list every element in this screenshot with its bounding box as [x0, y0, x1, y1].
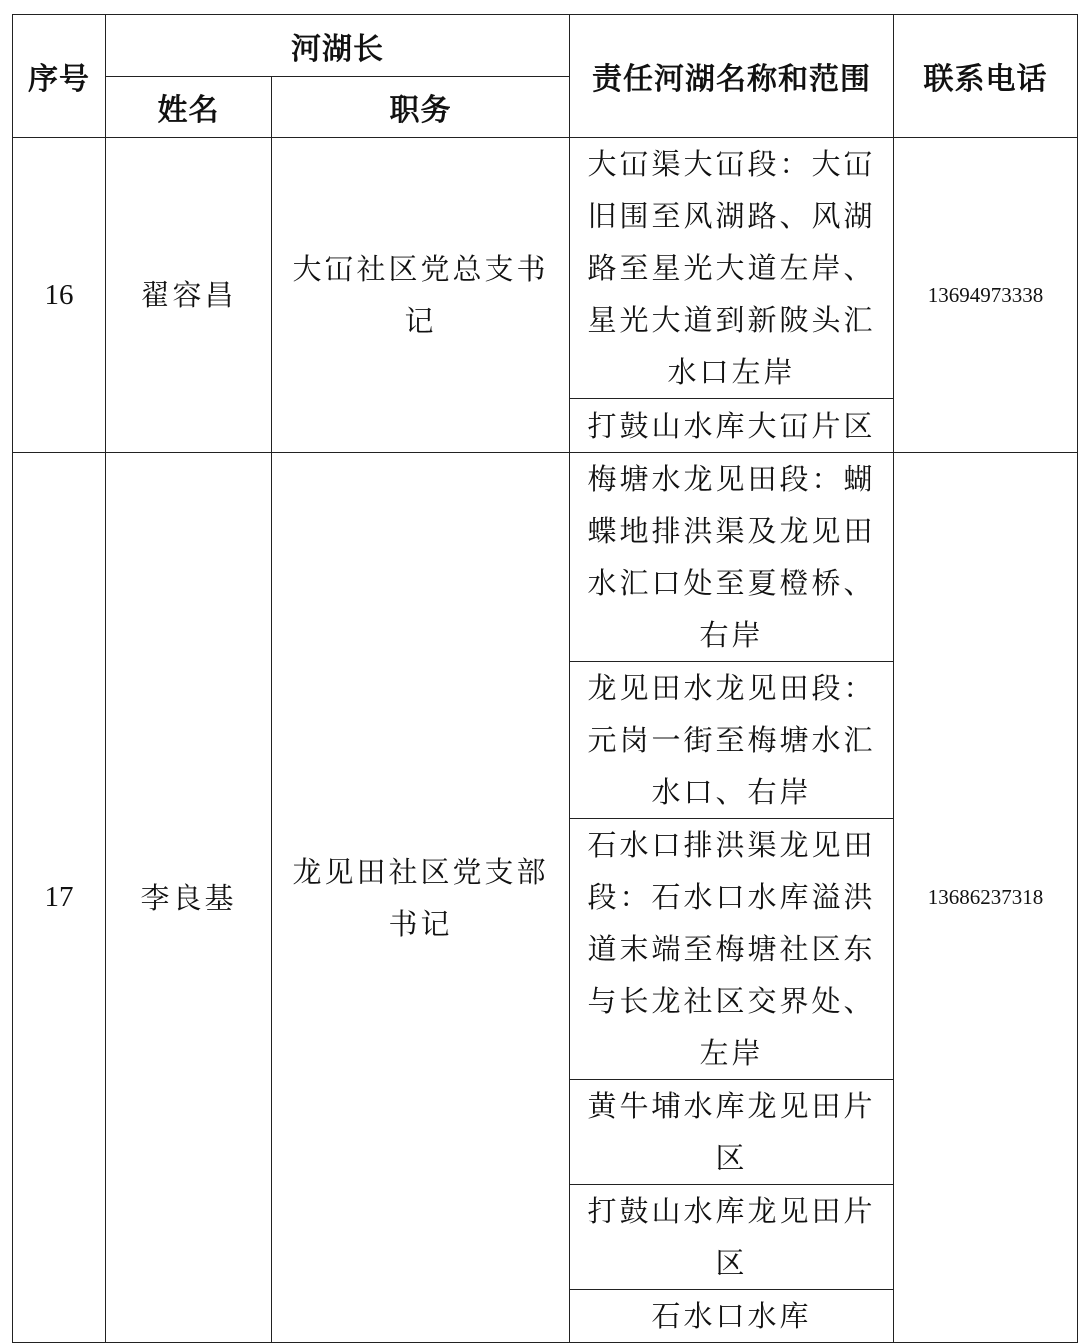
header-river-chief: 河湖长: [106, 15, 570, 77]
row-position: 龙见田社区党支部书记: [272, 453, 570, 1343]
table-row: [13, 453, 1078, 662]
row-seq: 16: [13, 138, 106, 453]
river-scope-cell: 梅塘水龙见田段：蝴蝶地排洪渠及龙见田水汇口处至夏橙桥、右岸: [570, 453, 894, 662]
header-phone: 联系电话: [894, 15, 1078, 138]
row-name: 翟容昌: [106, 138, 272, 453]
river-scope-cell: 石水口水库: [570, 1290, 894, 1343]
header-seq: 序号: [13, 15, 106, 138]
row-seq: 17: [13, 453, 106, 1343]
header-position: 职务: [272, 77, 570, 138]
row-position: 大冚社区党总支书记: [272, 138, 570, 453]
river-scope-cell: 打鼓山水库龙见田片区: [570, 1185, 894, 1290]
river-scope-cell: 大冚渠大冚段：大冚旧围至风湖路、风湖路至星光大道左岸、星光大道到新陂头汇水口左岸: [570, 138, 894, 399]
river-scope-cell: 石水口排洪渠龙见田段：石水口水库溢洪道末端至梅塘社区东与长龙社区交界处、左岸: [570, 819, 894, 1080]
row-phone: 13694973338: [894, 138, 1078, 453]
table-row: [13, 138, 1078, 399]
river-scope-cell: 黄牛埔水库龙见田片区: [570, 1080, 894, 1185]
river-chief-table: [12, 14, 1078, 1343]
row-phone: 13686237318: [894, 453, 1078, 1343]
row-name: 李良基: [106, 453, 272, 1343]
header-name: 姓名: [106, 77, 272, 138]
river-scope-cell: 打鼓山水库大冚片区: [570, 399, 894, 453]
header-river-scope: 责任河湖名称和范围: [570, 15, 894, 138]
river-scope-cell: 龙见田水龙见田段：元岗一街至梅塘水汇水口、右岸: [570, 662, 894, 819]
